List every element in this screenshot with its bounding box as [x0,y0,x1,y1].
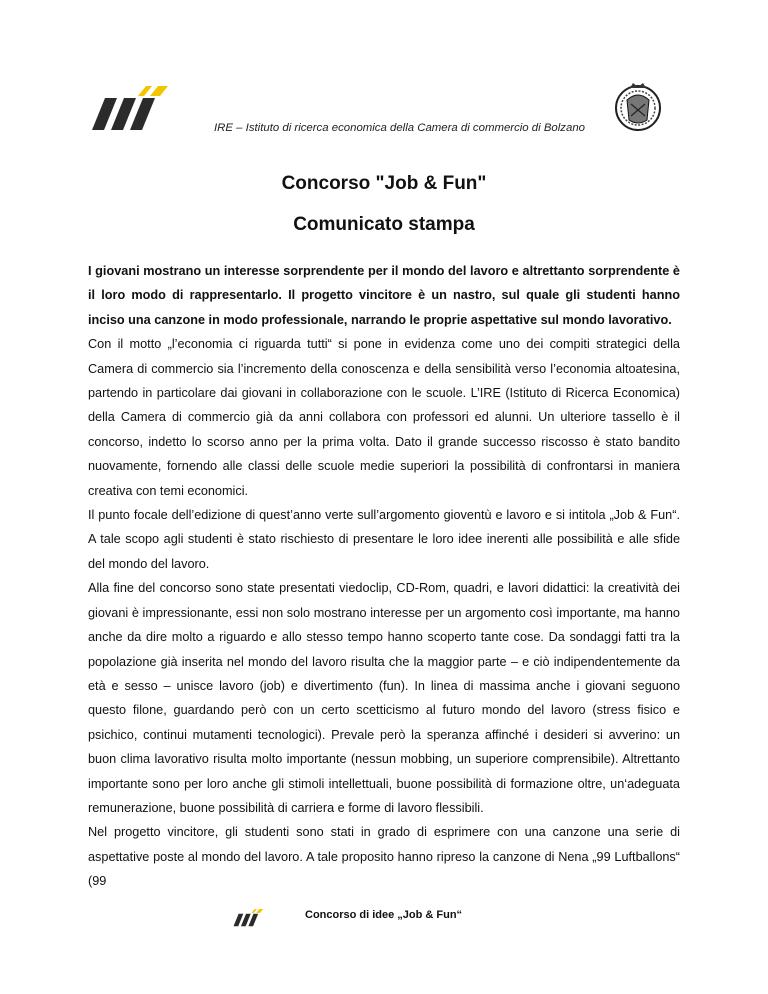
body-paragraph: Con il motto „l’economia ci riguarda tutti“ si pone in evidenza come uno dei compiti strategici della Camera di commercio sia l’incremento della conoscenza e della sensibilità verso l’economia altoatesina, partendo in particolare dai giovani in collaborazione con le scuole. L’IRE (Istituto di Ricerca Economica) della Camera di commercio già da anni collabora con professori ed alunni. Un ulteriore tassello è il concorso, indetto lo scorso anno per la prima volta. Dato il grande successo riscosso è stato bandito nuovamente, fornendo alle classi delle scuole medie superiori la possibilità di confrontarsi in maniera creativa con temi economici. [88,337,680,498]
footer-label: Concorso di idee „Job & Fun“ [305,909,463,921]
ire-logo-icon [90,86,168,132]
lead-paragraph: I giovani mostrano un interesse sorprendente per il mondo del lavoro e altrettanto sorprendente è il loro modo di rappresentarlo. Il progetto vincitore è un nastro, sul quale gli studenti hanno inciso una canzone in modo professionale, narrando le proprie aspettative sul mondo lavorativo. [88,264,680,327]
coat-of-arms-seal-icon [613,80,663,132]
body-paragraph: Il punto focale dell’edizione di quest’anno verte sull’argomento gioventù e lavoro e si intitola „Job & Fun“. A tale scopo agli studenti è stato rischiesto di presentare le loro idee inerenti alle possibilità e alle sfide del mondo del lavoro. [88,508,680,571]
ire-logo-small-icon [230,909,266,927]
page-subtitle: Comunicato stampa [293,214,475,235]
page-title: Concorso "Job & Fun" [281,173,487,194]
article-body [88,259,680,894]
body-paragraph: Alla fine del concorso sono state presentati viedoclip, CD-Rom, quadri, e lavori didattici: la creatività dei giovani è impressionante, essi non solo mostrano interesse per un argomento così importante, ma hanno anche da dire molto a riguardo e allo stesso tempo hanno scoperto tante cose. Da sondaggi fatti tra la popolazione già inserita nel mondo del lavoro risulta che la maggior parte – e ciò indipendentemente da età e sesso – unisce lavoro (job) e divertimento (fun). In linea di massima anche i giovani seguono questo filone, guardando però con un certo scetticismo al futuro mondo del lavoro (stress fisico e psichico, continui mutamenti tecnologici). Prevale però la speranza affinché i desideri si avverino: un buon clima lavorativo risulta molto importante (nessun mobbing, un superiore comprensibile). Altrettanto importante sono per loro anche gli stimoli intellettuali, buone possibilità di formazione oltre, un‘adeguata remunerazione, buone possibilità di carriera e forme di lavoro flessibili. [88,581,680,815]
body-paragraph: Nel progetto vincitore, gli studenti sono stati in grado di esprimere con una canzone una serie di aspettative poste al mondo del lavoro. A tale proposito hanno ripreso la canzone di Nena „99 Luftballons“ (99 [88,825,680,889]
institute-name: IRE – Istituto di ricerca economica della Camera di commercio di Bolzano [214,122,585,134]
